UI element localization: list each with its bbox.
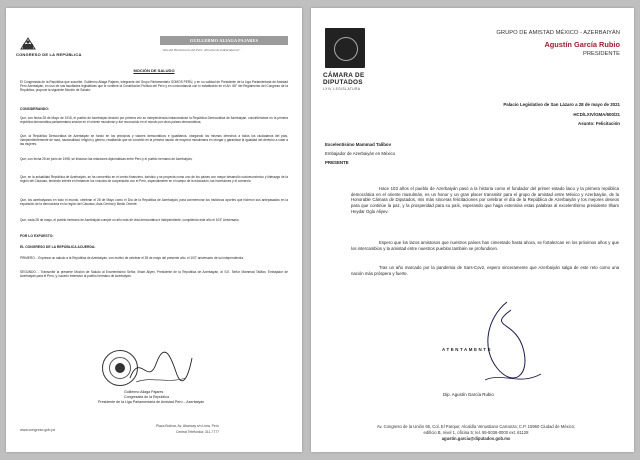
footer-address: Plaza Bolívar, Av. Abancay s/n Lima, Perú	[156, 424, 219, 428]
place-date: Palacio Legislativo de San Lázaro a 28 de mayo de 2021	[503, 102, 620, 107]
closing-label: ATENTAMENTE	[442, 347, 493, 352]
signer-name: Guillermo Aliaga Pajares	[124, 390, 164, 394]
resolution-second: SEGUNDO. - Transcribir la presente Moción de Saludo al Excelentísimo Señor, Ilham Aliyev, Presidente de la República de Azerbaiyán, al S.E. Señor Mammad Talibov, Embajador de Azerbaiyán para el Perú, y, hacerlo extensivo al pueblo hermano de Azerbaiyán.	[20, 270, 288, 279]
friendship-group: GRUPO DE AMISTAD MÉXICO - AZERBAIYÁN	[496, 30, 620, 36]
president-name: Agustín García Rubio	[544, 40, 620, 49]
congress-emblem-icon	[18, 36, 38, 50]
considerando-heading: CONSIDERANDO:	[20, 107, 50, 111]
motion-title: MOCIÓN DE SALUDO	[133, 68, 175, 73]
motion-intro: El Congresista de la República que suscribe, Guillermo Aliaga Pajares, integrante del Grupo Parlamentario SOMOS PERÚ, y en su calidad de Presidente de la Liga Parlamentaria de Amistad Perú Azerbaiyán, en uso de sus facultades legislativas que le confiere la Constitución Política del Perú y en concordancia con lo establecido en el Art. 68° del Reglamento del Congreso de la República, propone la siguiente Moción de Saludo:	[20, 80, 288, 93]
por-lo-expuesto: POR LO EXPUESTO:	[20, 234, 54, 238]
president-role: PRESIDENTE	[582, 51, 620, 57]
subject-line: Asunto: Felicitación	[578, 121, 620, 126]
footer-phone: Central Teléfonica: 311-7777	[176, 430, 220, 434]
presente-label: PRESENTE	[325, 160, 349, 165]
footer-email: agustin.garcia@diputados.gob.mx	[441, 436, 511, 441]
letter-paragraph: Tras un año marcado por la pandemia de Sars-Cov2, espero sinceramente que Azerbaiyán salga de este reto como una nación más próspera y fuerte.	[351, 265, 619, 276]
considerando-paragraph: Que, la República Democrática de Azerbaiyán se fundó en los principios y valores democráticos e igualitarios, otorgando los mismos derechos a todos los ciudadanos del país, independientemente de raza, nacionalidad, religión y género, resaltando que se convirtió en la primera nación de mayoría musulmana en otorgar y garantizar la igualdad del derecho a votar a las mujeres.	[20, 134, 288, 147]
acuerda-heading: EL CONGRESO DE LA REPÚBLICA ACUERDA:	[20, 245, 96, 249]
footer-office: edificio B, nivel 1, oficina 5; tel. 55-5036-0000 ext. 61128	[423, 430, 529, 435]
peru-motion-document	[6, 8, 302, 452]
considerando-paragraph: Que, con fecha 25 de junio de 1998, se iniciaron las relaciones diplomáticas entre Perú y el pueblo hermano de Azerbaiyán;	[20, 157, 193, 161]
footer-address: Av. Congreso de la Unión 66, Col. El Parque; Alcaldía Venustiano Carranza; C.P. 15960 Ciudad de México;	[376, 424, 576, 429]
mexico-letter-document	[311, 8, 634, 452]
resolution-first: PRIMERO. - Expresar un saludo a la República de Azerbaiyán, con motivo de celebrar el 28 de mayo del presente año, el 103° aniversario de su independencia.	[20, 256, 244, 260]
letter-paragraph: Espero que los lazos amistosos que nuestros países han cimentado hasta ahora, se fortalezcan en los próximos años y que los intercambios y la amistad entre nuestros pueblos también se profundicen.	[351, 240, 619, 251]
letter-paragraph: Hace 103 años el pueblo de Azerbaiyán pasó a la historia como el fundador del primer estado laico y la primera república democrática en el oriente musulmán, es un honor y un gran placer transmitir para el grupo de amistad entre México y Azerbaiyán, de la Honorable Cámara de Diputados, mis más sinceras felicitaciones por celebrar el día de la República de Azerbaiyán y los mejores deseos para que continúe la paz, y la prosperidad para su país, esperando que haga extensiva estas palabras al excelentísimo presidente Ilham Heydar Oglu Aliyev.	[351, 186, 619, 214]
considerando-paragraph: Que, los azerbaiyanos en todo el mundo, celebran el 28 de Mayo como el Día de la República de Azerbaiyán, para conmemorar los históricos aportes que hicieron sus antepasados en la expansión de la democracia en la región del Cáucaso, Asia Central y Medio Oriente;	[20, 198, 288, 207]
handwritten-signature	[467, 298, 547, 388]
reference-number: HCD/LXIV/GMA/600/21	[573, 112, 620, 117]
chamber-label: CONGRESO DE LA REPÚBLICA	[16, 52, 82, 57]
considerando-paragraph: Que, en la actualidad República de Azerbaiyán, se ha convertido en el centro financiero, turístico y se proyecta como uno de los países con mayor desarrollo socioeconómico y liderazgo de la región del Cáucaso, teniendo interés en fortalecer los vínculos de cooperación con el Perú, especialmente en el campo de la educación, las inversiones y el comercio.	[20, 175, 288, 184]
recipient-role: Embajador de Azerbaiyán en México	[325, 151, 395, 156]
chamber-name-line1: CÁMARA DE	[323, 72, 365, 79]
year-motto: "Año del Bicentenario del Perú: 200 años de Independencia"	[162, 48, 241, 52]
considerando-paragraph: Que, cada 28 de mayo, el pueblo hermano de Azerbaiyán cumple un año más de vida democrática e independiente, cumpliendo este año el 103° Aniversario.	[20, 218, 240, 222]
legislature-label: LXIV LEGISLATURA	[323, 87, 361, 91]
signer-role: Congresista de la República	[124, 395, 169, 399]
chamber-emblem-icon	[325, 28, 365, 68]
handwritten-signature	[126, 348, 196, 388]
footer-url: www.congreso.gob.pe	[20, 428, 56, 432]
header-band: GUILLERMO ALIAGA PAJARES	[160, 36, 288, 45]
signature-name: Dip. Agustín García Rubio	[443, 392, 494, 397]
chamber-name-line2: DIPUTADOS	[323, 79, 363, 86]
considerando-paragraph: Que, con fecha 28 de Mayo de 1918, el pueblo de Azerbaiyán declaró por primera vez su independencia instaurándose la República Democrática de Azerbaiyán, convirtiéndose en la primera república democrática parlamentaria secular en el oriente musulmán y fue reconocido en el mundo por otros países democráticos;	[20, 116, 288, 125]
recipient-name: Excelentísimo Mammad Talibov	[325, 142, 392, 147]
signer-role: Presidente de la Liga Parlamentaria de Amistad Perú – Azerbaiyán	[98, 400, 205, 404]
